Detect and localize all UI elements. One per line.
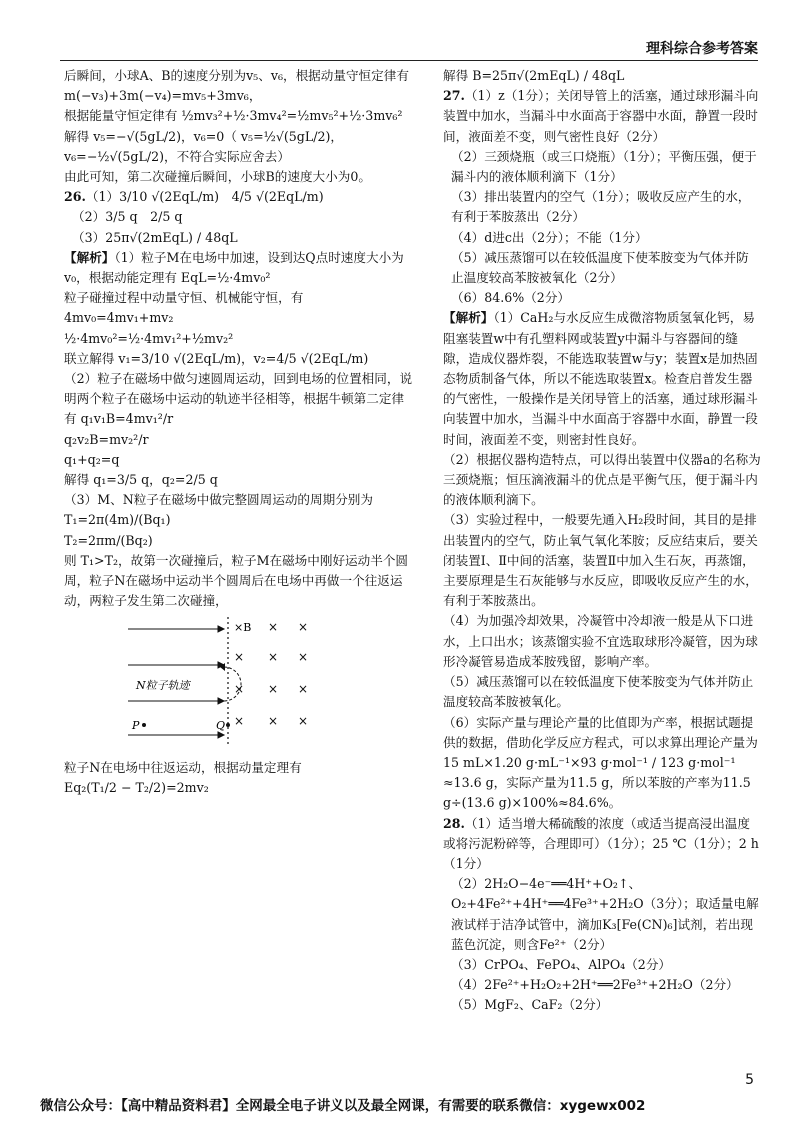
page-header (60, 38, 758, 61)
paragraph: 粒子碰撞过程中动量守恒、机械能守恒，有 4mv₀=4mv₁+mv₂ (64, 290, 304, 326)
page-number: 5 (745, 1072, 754, 1088)
paragraph: 根据能量守恒定律有 ½mv₃²+½·3mv₄²=½mv₅²+½·3mv₆² (64, 108, 403, 124)
svg-text:×: × (298, 682, 309, 697)
answer-line: （5）MgF₂、CaF₂（2分） (451, 997, 609, 1013)
left-column (64, 66, 416, 798)
answer-line: （1）z（1分）；关闭导管上的活塞，通过球形漏斗向装置中加水，当漏斗中水面高于容器中水面，静置一段时间，液面差不变，则气密性良好（2分） (443, 88, 759, 144)
analysis-text: （1）粒子M在电场中加速，设到达Q点时速度大小为v₀，根据动能定理有 EqL=½·4mv₀² (64, 249, 404, 286)
svg-text:×: × (298, 650, 309, 665)
paragraph: 粒子N在电场中往返运动，根据动量定理有 (64, 759, 302, 775)
svg-text:×: × (234, 714, 245, 729)
question-28 (443, 814, 761, 875)
paragraph: 后瞬间，小球A、B的速度分别为v₅、v₆，根据动量守恒定律有 m(−v₃)+3m(−v₄)=mv₅+3mv₆， (64, 68, 409, 104)
equation: T₂=2πm/(Bq₂) (64, 532, 153, 548)
figure-label-track: N粒子轨迹 (136, 679, 190, 693)
paragraph: （4）为加强冷却效果，冷凝管中冷却液一般是从下口进水，上口出水；该蒸馏实验不宜选取球形冷凝管，因为球形冷凝管易造成苯胺残留，影响产率。 (443, 613, 758, 669)
answer-line: （6）84.6%（2分） (451, 290, 571, 306)
paragraph: （6）实际产量与理论产量的比值即为产率，根据试题提供的数据，借助化学反应方程式，可以求算出理论产量为 15 mL×1.20 g·mL⁻¹×93 g·mol⁻¹ / 123 g·mol⁻¹ ≈13.6 g，实际产量为11.5 g，所以苯胺的产率为11.5 g÷(13.6 g)×100%≈84.6%。 (443, 714, 758, 811)
svg-text:×: × (234, 682, 245, 697)
paragraph: （3）实验过程中，一般要先通入H₂段时间，其目的是排出装置内的空气，防止氧气氧化苯胺；反应结束后，要关闭装置Ⅰ、Ⅱ中间的活塞，装置Ⅱ中加入生石灰，再蒸馏，主要原理是生石灰能够与水反应，即吸收反应产生的水，有利于苯胺蒸出。 (443, 512, 758, 609)
svg-text:×: × (268, 650, 279, 665)
answer-line: （4）d进c出（2分）；不能（1分） (451, 229, 648, 245)
right-column (443, 66, 761, 1016)
svg-text:×: × (268, 682, 279, 697)
figure-label-b: ×B (234, 621, 252, 635)
equation: 解得 q₁=3/5 q，q₂=2/5 q (64, 472, 218, 488)
equation: 联立解得 v₁=3/10 √(2EqL/m)，v₂=4/5 √(2EqL/m) (64, 350, 369, 366)
equation: q₁+q₂=q (64, 451, 120, 467)
answer-line: （2）3/5 q 2/5 q (72, 209, 183, 225)
answer-line: （3）25π√(2mEqL) / 48qL (72, 229, 238, 245)
analysis (443, 308, 761, 449)
question-number: 26. (64, 189, 86, 205)
answer-line: （1）适当增大稀硫酸的浓度（或适当提高浸出温度或将污泥粉碎等，合理即可）（1分）；25 ℃（1分）；2 h（1分） (443, 815, 759, 871)
paragraph: （3）M、N粒子在磁场中做完整圆周运动的周期分别为 T₁=2π(4m)/(Bq₁) (64, 492, 373, 528)
footer-text: 微信公众号：【高中精品资料君】全网最全电子讲义以及最全网课，有需要的联系微信：xygewx002 (40, 1098, 646, 1114)
answer-line: （3）排出装置内的空气（1分）；吸收反应产生的水，有利于苯胺蒸出（2分） (451, 189, 751, 225)
svg-text:×: × (298, 714, 309, 729)
paragraph: （2）根据仪器构造特点，可以得出装置中仪器a的名称为三颈烧瓶；恒压滴液漏斗的优点是平衡气压，便于漏斗内的液体顺利滴下。 (443, 451, 761, 508)
analysis-label: 【解析】 (64, 249, 115, 265)
svg-text:×: × (234, 650, 245, 665)
figure-label-q: Q (216, 719, 226, 733)
analysis-text: （1）CaH₂与水反应生成微溶物质氢氧化钙，易阻塞装置w中有孔塑料网或装置y中漏斗与容器间的缝隙，造成仪器炸裂，不能选取装置w与y；装置x是加热固态物质制备气体，所以不能选取装置x。检查启普发生器的气密性，一般操作是关闭导管上的活塞，通过球形漏斗向装置中加水，当漏斗中水面高于容器中水面，静置一段时间，液面差不变，则密封性良好。 (443, 310, 758, 447)
svg-text:×: × (298, 620, 309, 635)
answer-line: （2）2H₂O−4e⁻══4H⁺+O₂↑、O₂+4Fe²⁺+4H⁺══4Fe³⁺+2H₂O（3分）；取适量电解液试样于洁净试管中，滴加K₃[Fe(CN)₆]试剂，若出现蓝色沉淀，则含Fe²⁺（2分） (451, 876, 759, 952)
analysis-label: 【解析】 (443, 310, 494, 326)
paragraph: 解得 v₅=−√(5gL/2)，v₆=0（ v₅=½√(5gL/2)， v₆=−½√(5gL/2)，不符合实际应舍去） (64, 128, 343, 164)
header-title: 理科综合参考答案 (646, 41, 758, 57)
svg-text:×: × (268, 620, 279, 635)
answer-line: （3）CrPO₄、FePO₄、AlPO₄（2分） (451, 956, 672, 972)
analysis (64, 248, 416, 288)
equation: ½·4mv₀²=½·4mv₁²+½mv₂² (64, 330, 234, 346)
equation: q₂v₂B=mv₂²/r (64, 431, 149, 447)
field-diagram (128, 617, 368, 747)
equation: 解得 B=25π√(2mEqL) / 48qL (443, 68, 625, 83)
equation: Eq₂(T₁/2 − T₂/2)=2mv₂ (64, 779, 209, 795)
answer-line: （2）三颈烧瓶（或三口烧瓶）（1分）；平衡压强，便于漏斗内的液体顺利滴下（1分） (451, 148, 757, 185)
question-26 (64, 187, 416, 207)
answer-line: （1）3/10 √(2EqL/m) 4/5 √(2EqL/m) (85, 189, 324, 205)
paragraph: 则 T₁>T₂，故第一次碰撞后，粒子M在磁场中刚好运动半个圆周，粒子N在磁场中运动半个圆周后在电场中再做一个往返运动，两粒子发生第二次碰撞， (64, 552, 409, 609)
paragraph: （5）减压蒸馏可以在较低温度下使苯胺变为气体并防止温度较高苯胺被氧化。 (443, 674, 754, 710)
answer-line: （4）2Fe²⁺+H₂O₂+2H⁺══2Fe³⁺+2H₂O（2分） (451, 977, 739, 993)
question-number: 27. (443, 88, 465, 104)
paragraph: 由此可知，第二次碰撞后瞬间，小球B的速度大小为0。 (64, 169, 371, 185)
paragraph: （2）粒子在磁场中做匀速圆周运动，回到电场的位置相同，说明两个粒子在磁场中运动的轨迹半径相等，根据牛顿第二定律有 q₁v₁B=4mv₁²/r (64, 371, 413, 427)
answer-line: （5）减压蒸馏可以在较低温度下使苯胺变为气体并防止温度较高苯胺被氧化（2分） (451, 249, 749, 286)
figure-label-p: P (132, 719, 140, 733)
question-27 (443, 86, 761, 147)
svg-text:×: × (268, 714, 279, 729)
question-number: 28. (443, 815, 465, 831)
